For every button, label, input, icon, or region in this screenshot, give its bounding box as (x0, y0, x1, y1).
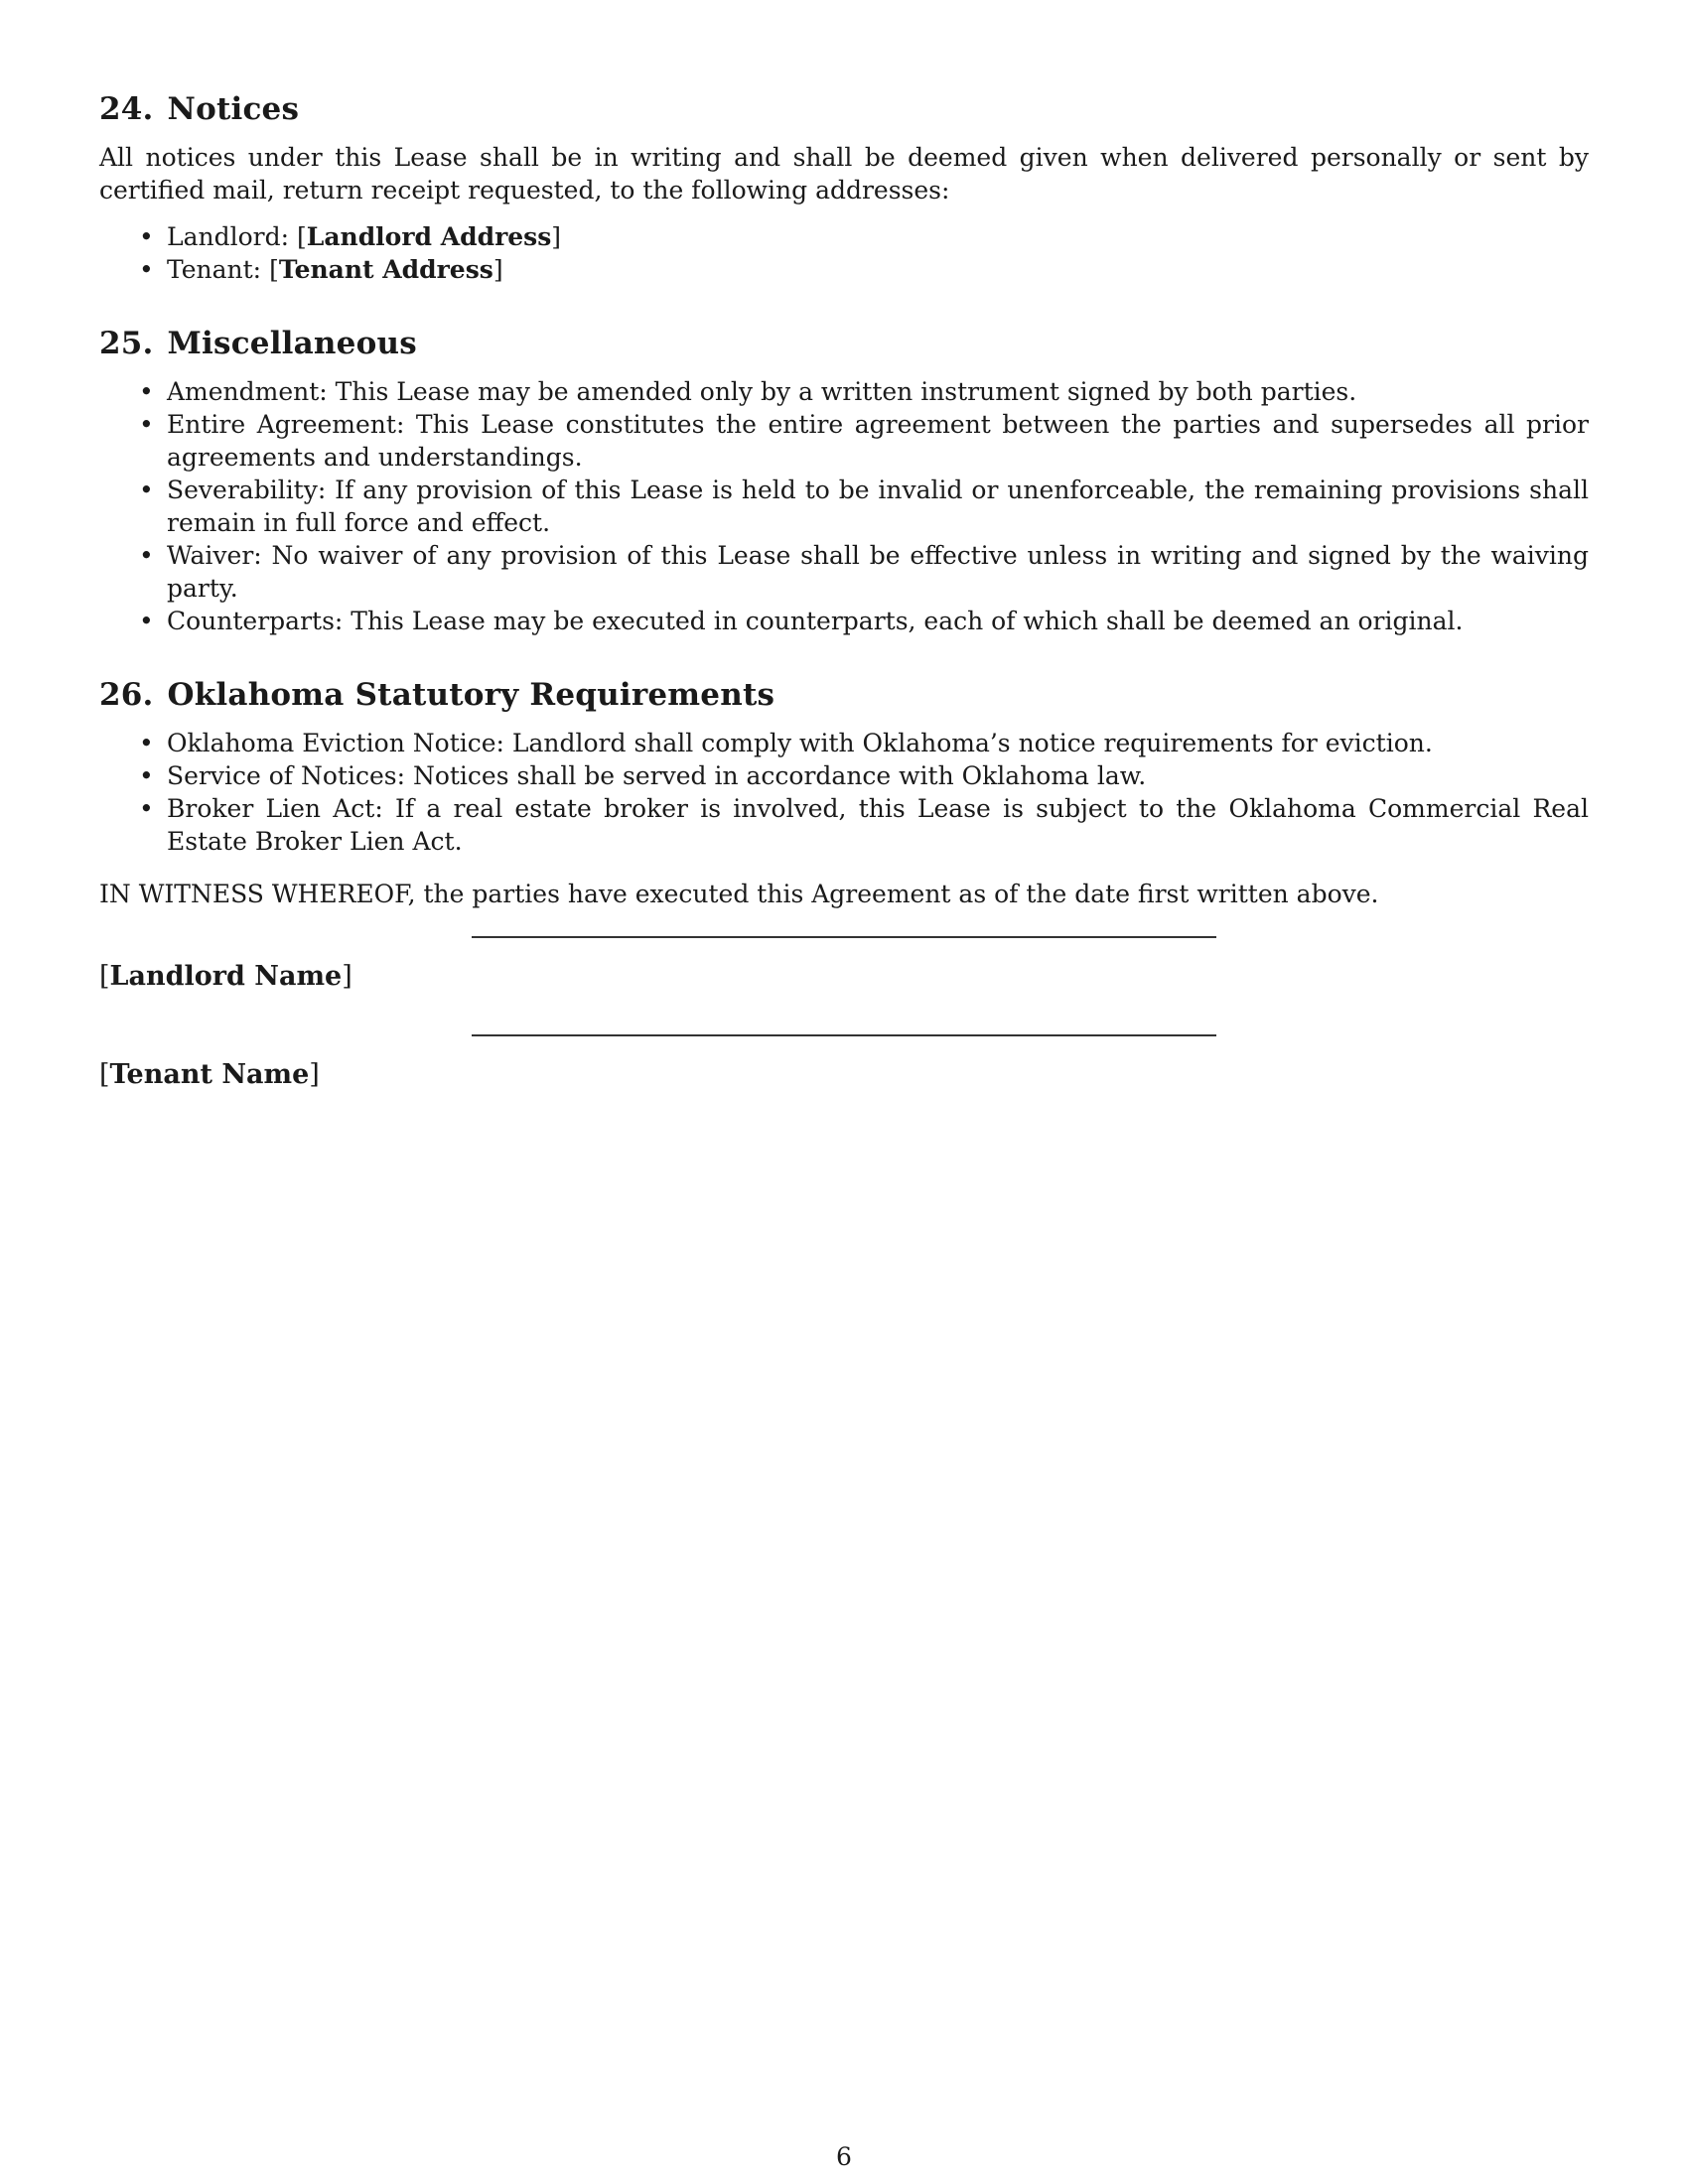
section-miscellaneous (99, 326, 1589, 637)
oklahoma-requirements-list (99, 727, 1589, 858)
list-item: • Entire Agreement: This Lease constitutes the entire agreement between the parties and supersedes all prior agreements and understandings. (167, 408, 1589, 474)
section-notices (99, 91, 1589, 286)
list-item: • Service of Notices: Notices shall be served in accordance with Oklahoma law. (167, 759, 1589, 792)
section-title: Oklahoma Statutory Requirements (167, 677, 775, 713)
section-title: Miscellaneous (167, 326, 417, 361)
section-heading (99, 326, 1589, 361)
section-heading (99, 677, 1589, 713)
list-item: • Tenant: [Tenant Address] (167, 253, 1589, 286)
list-item: • Counterparts: This Lease may be executed in counterparts, each of which shall be deemed an original. (167, 605, 1589, 637)
miscellaneous-list (99, 375, 1589, 637)
section-number: 24. (99, 91, 154, 127)
tenant-signature-line (472, 1034, 1216, 1036)
notices-address-list (99, 220, 1589, 286)
list-item: • Amendment: This Lease may be amended only by a written instrument signed by both parties. (167, 375, 1589, 408)
section-heading (99, 91, 1589, 127)
section-number: 25. (99, 326, 154, 361)
section-number: 26. (99, 677, 154, 713)
landlord-name-placeholder: [Landlord Name] (99, 961, 352, 992)
tenant-name-placeholder: [Tenant Name] (99, 1059, 320, 1090)
page-number: 6 (836, 2142, 852, 2171)
section-oklahoma-requirements (99, 677, 1589, 910)
section-title: Notices (167, 91, 300, 127)
list-item: • Severability: If any provision of this Lease is held to be invalid or unenforceable, the remaining provisions shall remain in full force and effect. (167, 474, 1589, 539)
witness-statement: IN WITNESS WHEREOF, the parties have executed this Agreement as of the date first written above. (99, 880, 1379, 908)
notices-paragraph: All notices under this Lease shall be in writing and shall be deemed given when delivered personally or sent by certified mail, return receipt requested, to the following addresses: (99, 143, 1589, 205)
list-item: • Broker Lien Act: If a real estate broker is involved, this Lease is subject to the Oklahoma Commercial Real Estate Broker Lien Act. (167, 792, 1589, 858)
list-item: • Oklahoma Eviction Notice: Landlord shall comply with Oklahoma’s notice requirements for eviction. (167, 727, 1589, 759)
landlord-signature-line (472, 936, 1216, 938)
list-item: • Landlord: [Landlord Address] (167, 220, 1589, 253)
list-item: • Waiver: No waiver of any provision of this Lease shall be effective unless in writing and signed by the waiving party. (167, 539, 1589, 605)
tenant-address-placeholder: Tenant Address (278, 255, 493, 284)
landlord-address-placeholder: Landlord Address (306, 222, 552, 251)
document-page (99, 91, 1589, 910)
